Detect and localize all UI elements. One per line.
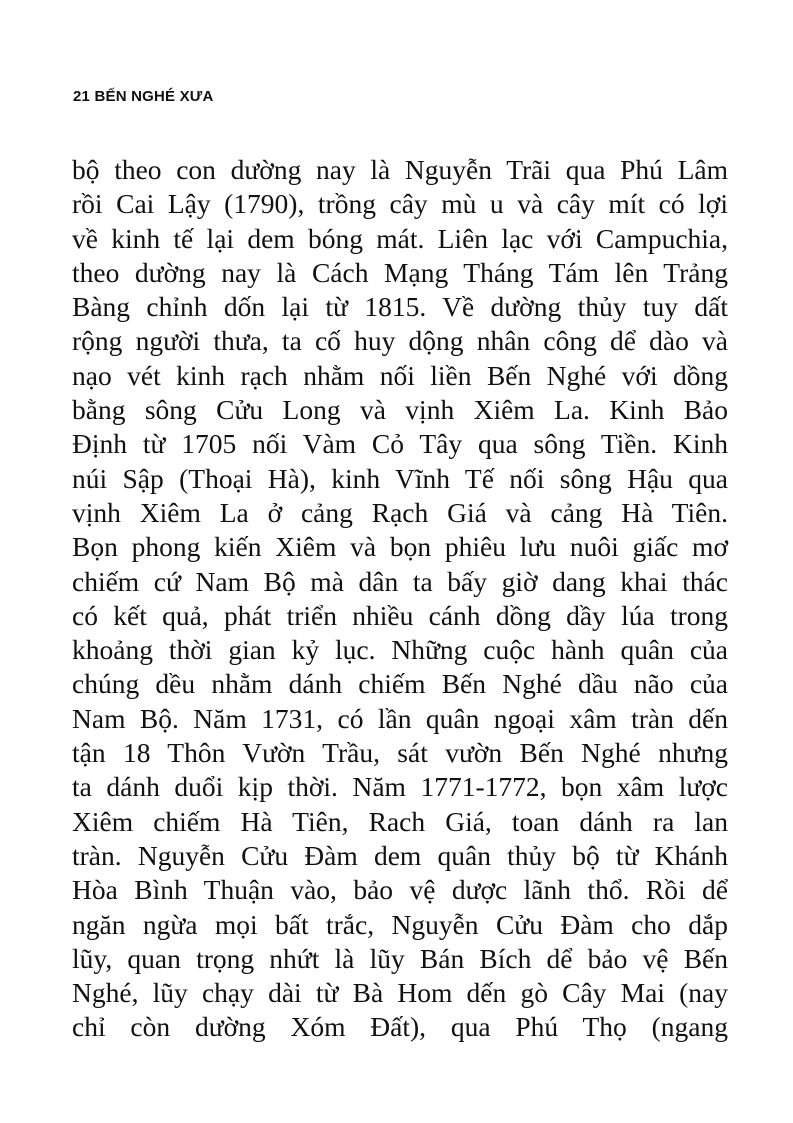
text-line: chỉ còn dường Xóm Đất), qua Phú Thọ (ngang <box>72 1011 728 1043</box>
text-line: Bọn phong kiến Xiêm và bọn phiêu lưu nuôi giấc mơ <box>72 531 728 563</box>
text-line: tràn. Nguyễn Cửu Đàm dem quân thủy bộ từ Khánh <box>72 839 728 871</box>
text-line: rồi Cai Lậy (1790), trồng cây mù u và cây mít có lợi <box>72 188 728 220</box>
text-line: chiếm cứ Nam Bộ mà dân ta bấy giờ dang khai thác <box>72 565 728 597</box>
text-line: núi Sập (Thoại Hà), kinh Vĩnh Tế nối sông Hậu qua <box>72 462 728 494</box>
text-line: Xiêm chiếm Hà Tiên, Rach Giá, toan dánh ra lan <box>72 805 728 837</box>
text-line: nạo vét kinh rạch nhằm nối liền Bến Nghé với dồng <box>72 359 728 391</box>
text-line: có kết quả, phát triển nhiều cánh dồng dầy lúa trong <box>72 599 728 631</box>
text-line: Bàng chỉnh dốn lại từ 1815. Về dường thủy tuy dất <box>72 291 728 323</box>
text-line: lũy, quan trọng nhứt là lũy Bán Bích dể bảo vệ Bến <box>72 942 728 974</box>
text-line: khoảng thời gian kỷ lục. Những cuộc hành quân của <box>72 634 728 666</box>
text-line: chúng dều nhằm dánh chiếm Bến Nghé dầu não của <box>72 668 728 700</box>
text-line: Định từ 1705 nối Vàm Cỏ Tây qua sông Tiền. Kinh <box>72 428 728 460</box>
text-line: theo dường nay là Cách Mạng Tháng Tám lên Trảng <box>72 256 728 288</box>
text-line: Hòa Bình Thuận vào, bảo vệ dược lãnh thổ. Rồi dể <box>72 874 728 906</box>
text-line: tận 18 Thôn Vườn Trầu, sát vườn Bến Nghé nhưng <box>72 737 728 769</box>
running-header: 21 BẾN NGHÉ XƯA <box>73 88 214 105</box>
text-line: bằng sông Cửu Long và vịnh Xiêm La. Kinh Bảo <box>72 394 728 426</box>
text-line: Nghé, lũy chạy dài từ Bà Hom dến gò Cây Mai (nay <box>72 977 728 1009</box>
text-line: bộ theo con dường nay là Nguyễn Trãi qua Phú Lâm <box>72 154 728 185</box>
text-line: ta dánh duổi kịp thời. Năm 1771-1772, bọn xâm lược <box>72 771 728 803</box>
body-paragraph <box>72 153 728 1045</box>
text-line: về kinh tế lại dem bóng mát. Liên lạc với Campuchia, <box>72 222 728 254</box>
text-line: ngăn ngừa mọi bất trắc, Nguyễn Cửu Đàm cho dắp <box>72 908 728 940</box>
text-line: Nam Bộ. Năm 1731, có lần quân ngoại xâm tràn dến <box>72 702 728 734</box>
text-line: rộng người thưa, ta cố huy dộng nhân công dể dào và <box>72 325 728 357</box>
text-line: vịnh Xiêm La ở cảng Rạch Giá và cảng Hà Tiên. <box>72 496 728 528</box>
